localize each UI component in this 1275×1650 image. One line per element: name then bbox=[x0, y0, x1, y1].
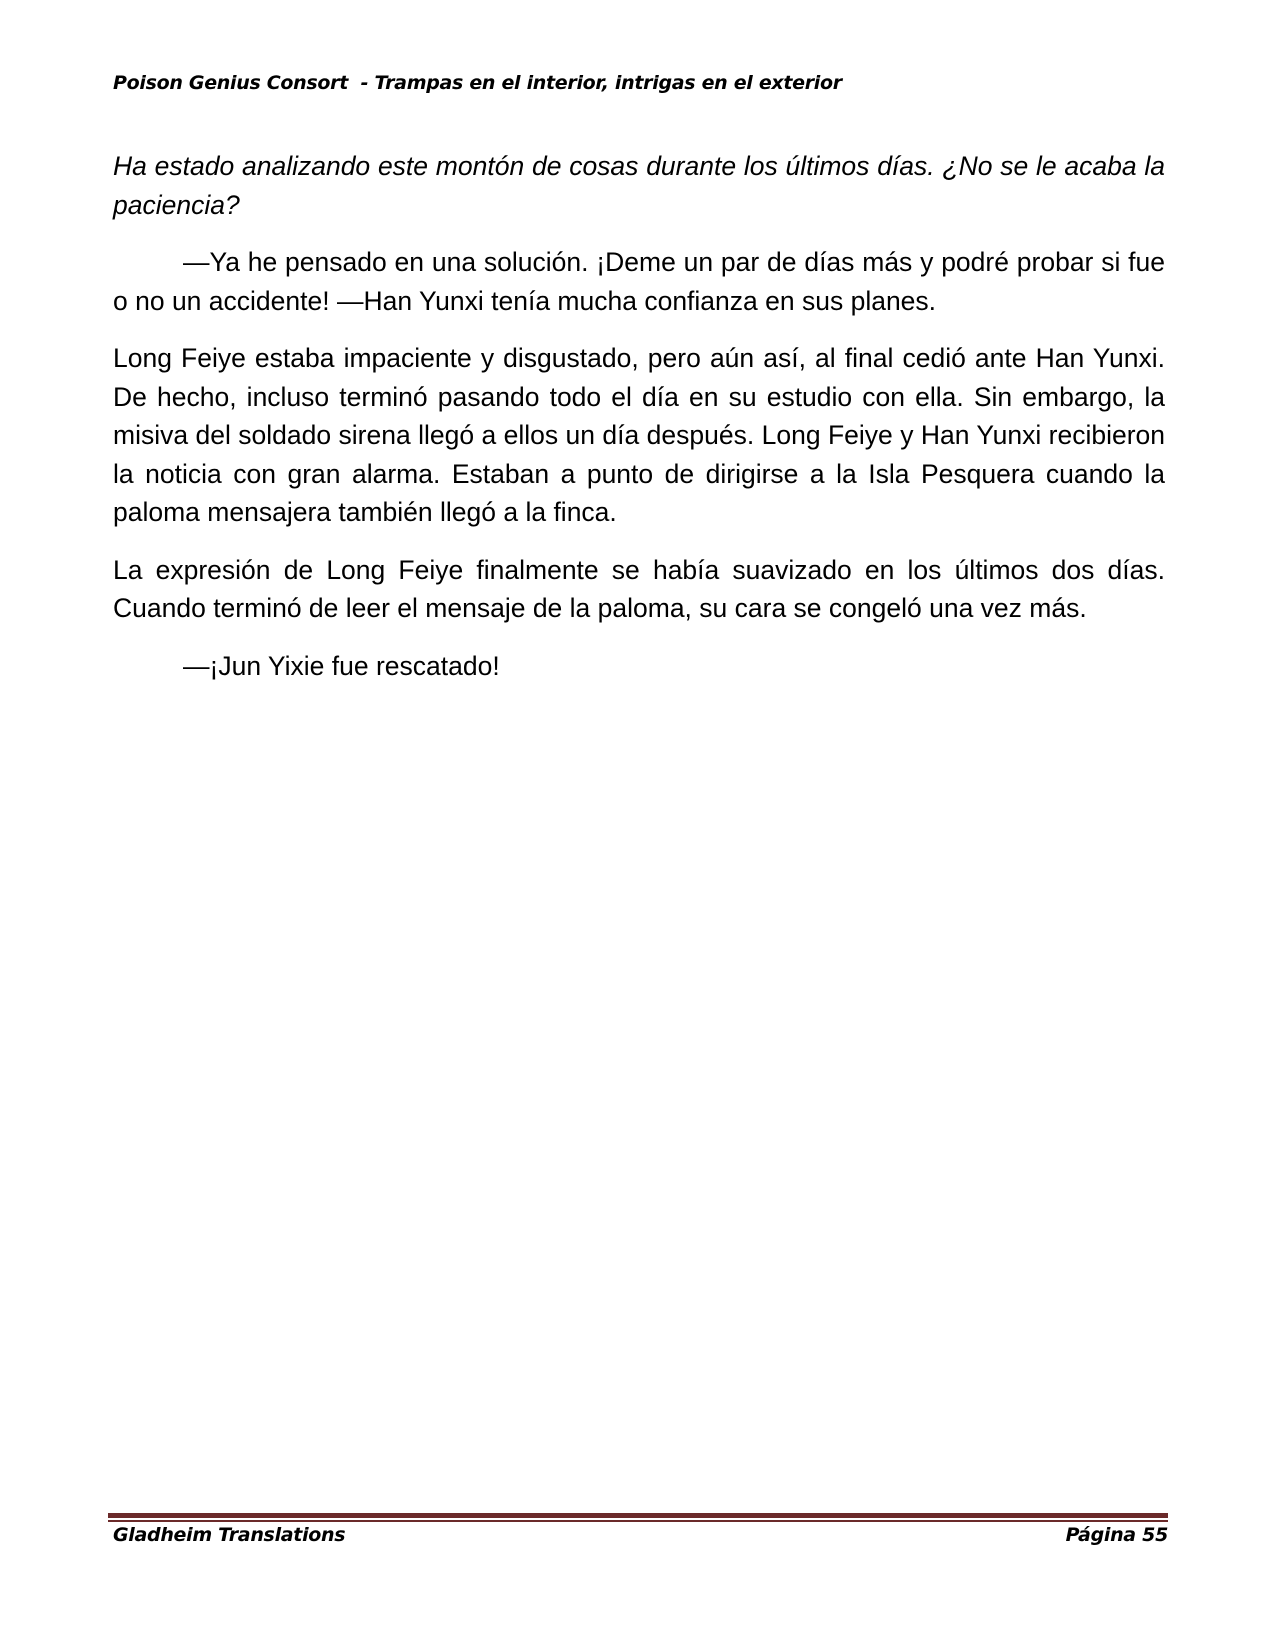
paragraph-narration: La expresión de Long Feiye finalmente se había suavizado en los últimos dos días. Cuando terminó de leer el mensaje de la paloma, su cara se congeló una vez más. bbox=[113, 554, 1165, 623]
page-body bbox=[113, 147, 1165, 704]
footer-publisher: Gladheim Translations bbox=[113, 1524, 346, 1546]
paragraph-dialogue: —Ya he pensado en una solución. ¡Deme un par de días más y podré probar si fue o no un accidente! —Han Yunxi tenía mucha confianza en sus planes. bbox=[113, 247, 1165, 316]
running-header-title: Poison Genius Consort - Trampas en el interior, intrigas en el exterior bbox=[113, 72, 842, 94]
footer-divider bbox=[108, 1513, 1168, 1522]
paragraph-dialogue: —¡Jun Yixie fue rescatado! bbox=[183, 650, 500, 681]
footer-divider-thick-line bbox=[108, 1513, 1168, 1518]
paragraph-narration: Long Feiye estaba impaciente y disgustado, pero aún así, al final cedió ante Han Yunxi. De hecho, incluso terminó pasando todo el día en su estudio con ella. Sin embargo, la misiva del soldado sirena llegó a ellos un día después. Long Feiye y Han Yunxi recibieron la noticia con gran alarma. Estaban a punto de dirigirse a la Isla Pesquera cuando la paloma mensajera también llegó a la finca. bbox=[113, 343, 1165, 527]
footer-divider-thin-line bbox=[108, 1520, 1168, 1522]
footer-page-number: Página 55 bbox=[1065, 1524, 1168, 1546]
paragraph-italic-thought: Ha estado analizando este montón de cosas durante los últimos días. ¿No se le acaba la paciencia? bbox=[113, 151, 1165, 220]
